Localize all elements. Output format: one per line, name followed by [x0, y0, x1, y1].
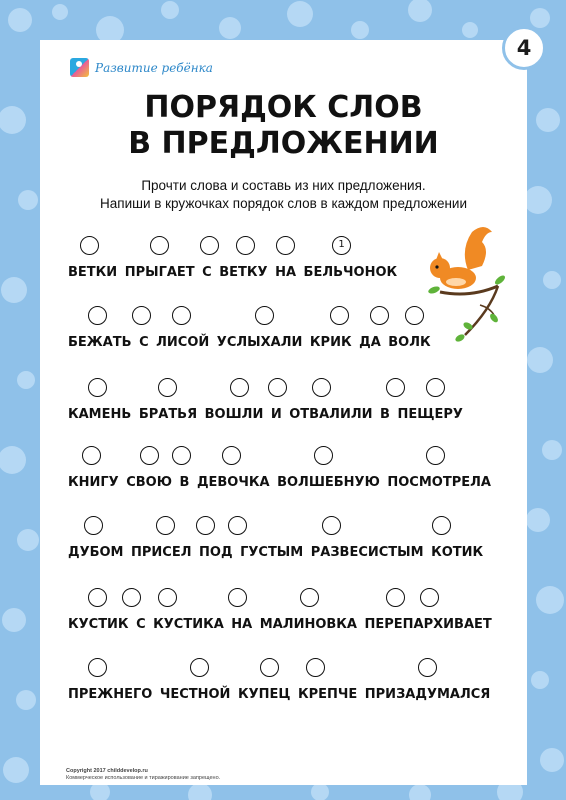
- title-line-1: ПОРЯДОК СЛОВ: [144, 90, 423, 125]
- answer-circle[interactable]: [222, 446, 241, 465]
- background-dot: [409, 784, 431, 800]
- sentence-words: КУСТИК С КУСТИКА НА МАЛИНОВКА ПЕРЕПАРХИВАЕТ: [68, 617, 492, 632]
- sentence-words: ПРЕЖНЕГО ЧЕСТНОЙ КУПЕЦ КРЕПЧЕ ПРИЗАДУМАЛСЯ: [68, 687, 491, 702]
- background-dot: [3, 757, 29, 783]
- answer-circle[interactable]: [386, 378, 405, 397]
- page-title: [40, 90, 527, 162]
- answer-circle[interactable]: [255, 306, 274, 325]
- sentence-words: КАМЕНЬ БРАТЬЯ ВОШЛИ И ОТВАЛИЛИ В ПЕЩЕРУ: [68, 407, 463, 422]
- instructions: [40, 177, 527, 213]
- answer-circle[interactable]: [426, 446, 445, 465]
- answer-circle[interactable]: [418, 658, 437, 677]
- answer-circle-example[interactable]: 1: [332, 236, 351, 255]
- background-dot: [462, 22, 478, 38]
- answer-circle[interactable]: [88, 588, 107, 607]
- logo-text: Развитие ребёнка: [95, 60, 213, 75]
- answer-circle[interactable]: [80, 236, 99, 255]
- answer-circle[interactable]: [236, 236, 255, 255]
- instructions-line-1: Прочти слова и составь из них предложения.: [141, 178, 426, 193]
- squirrel-on-branch-icon: [420, 220, 515, 345]
- answer-circle[interactable]: [158, 378, 177, 397]
- copyright-notice: [66, 768, 220, 782]
- answer-circle[interactable]: [132, 306, 151, 325]
- background-dot: [17, 529, 39, 551]
- answer-circle[interactable]: [122, 588, 141, 607]
- answer-circle[interactable]: [88, 658, 107, 677]
- answer-circle[interactable]: [230, 378, 249, 397]
- instructions-line-2: Напиши в кружочках порядок слов в каждом предложении: [100, 196, 467, 211]
- background-dot: [543, 271, 561, 289]
- answer-circle[interactable]: [156, 516, 175, 535]
- answer-circle[interactable]: [228, 516, 247, 535]
- background-dot: [527, 347, 553, 373]
- answer-circle[interactable]: [300, 588, 319, 607]
- background-dot: [0, 446, 26, 474]
- background-dot: [0, 106, 26, 134]
- sentence-words: КНИГУ СВОЮ В ДЕВОЧКА ВОЛШЕБНУЮ ПОСМОТРЕЛА: [68, 475, 491, 490]
- background-dot: [542, 440, 562, 460]
- background-dot: [311, 783, 329, 800]
- answer-circle[interactable]: [314, 446, 333, 465]
- page-number-badge: 4: [502, 26, 546, 70]
- answer-circle[interactable]: [306, 658, 325, 677]
- sentence-words: ВЕТКИ ПРЫГАЕТ С ВЕТКУ НА БЕЛЬЧОНОК: [68, 265, 398, 280]
- answer-circle[interactable]: [140, 446, 159, 465]
- background-dot: [1, 277, 27, 303]
- answer-circle[interactable]: [190, 658, 209, 677]
- background-dot: [219, 17, 241, 39]
- background-dot: [526, 508, 550, 532]
- background-dot: [536, 108, 560, 132]
- background-dot: [17, 371, 35, 389]
- sentence-words: ДУБОМ ПРИСЕЛ ПОД ГУСТЫМ РАЗВЕСИСТЫМ КОТИК: [68, 545, 484, 560]
- background-dot: [524, 186, 552, 214]
- copyright-line-1: Copyright 2017 childdevelop.ru: [66, 768, 148, 774]
- answer-circle[interactable]: [150, 236, 169, 255]
- answer-circle[interactable]: [200, 236, 219, 255]
- background-dot: [8, 8, 32, 32]
- answer-circle[interactable]: [386, 588, 405, 607]
- answer-circle[interactable]: [330, 306, 349, 325]
- background-dot: [287, 1, 313, 27]
- background-dot: [188, 783, 212, 800]
- background-dot: [2, 608, 26, 632]
- answer-circle[interactable]: [196, 516, 215, 535]
- answer-circle[interactable]: [370, 306, 389, 325]
- background-dot: [408, 0, 432, 22]
- background-dot: [161, 1, 179, 19]
- answer-circle[interactable]: [228, 588, 247, 607]
- answer-circle[interactable]: [260, 658, 279, 677]
- answer-circle[interactable]: [172, 446, 191, 465]
- site-logo[interactable]: [70, 58, 213, 77]
- background-dot: [351, 21, 369, 39]
- background-dot: [531, 671, 549, 689]
- copyright-line-2: Коммерческое использование и тиражирование запрещено.: [66, 775, 221, 781]
- answer-circle[interactable]: [172, 306, 191, 325]
- background-dot: [18, 190, 38, 210]
- background-dot: [536, 586, 564, 614]
- background-dot: [530, 8, 550, 28]
- answer-circle[interactable]: [420, 588, 439, 607]
- answer-circle[interactable]: [276, 236, 295, 255]
- answer-circle[interactable]: [268, 378, 287, 397]
- title-line-2: В ПРЕДЛОЖЕНИИ: [128, 126, 439, 161]
- answer-circle[interactable]: [432, 516, 451, 535]
- answer-circle[interactable]: [312, 378, 331, 397]
- answer-circle[interactable]: [84, 516, 103, 535]
- answer-circle[interactable]: [322, 516, 341, 535]
- answer-circle[interactable]: [82, 446, 101, 465]
- background-dot: [16, 690, 36, 710]
- background-dot: [540, 748, 564, 772]
- answer-circle[interactable]: [426, 378, 445, 397]
- answer-circle[interactable]: [88, 378, 107, 397]
- child-figure-logo-icon: [70, 58, 89, 77]
- answer-circle[interactable]: [158, 588, 177, 607]
- answer-circle[interactable]: [88, 306, 107, 325]
- background-dot: [52, 4, 68, 20]
- sentence-words: БЕЖАТЬ С ЛИСОЙ УСЛЫХАЛИ КРИК ДА ВОЛК: [68, 335, 431, 350]
